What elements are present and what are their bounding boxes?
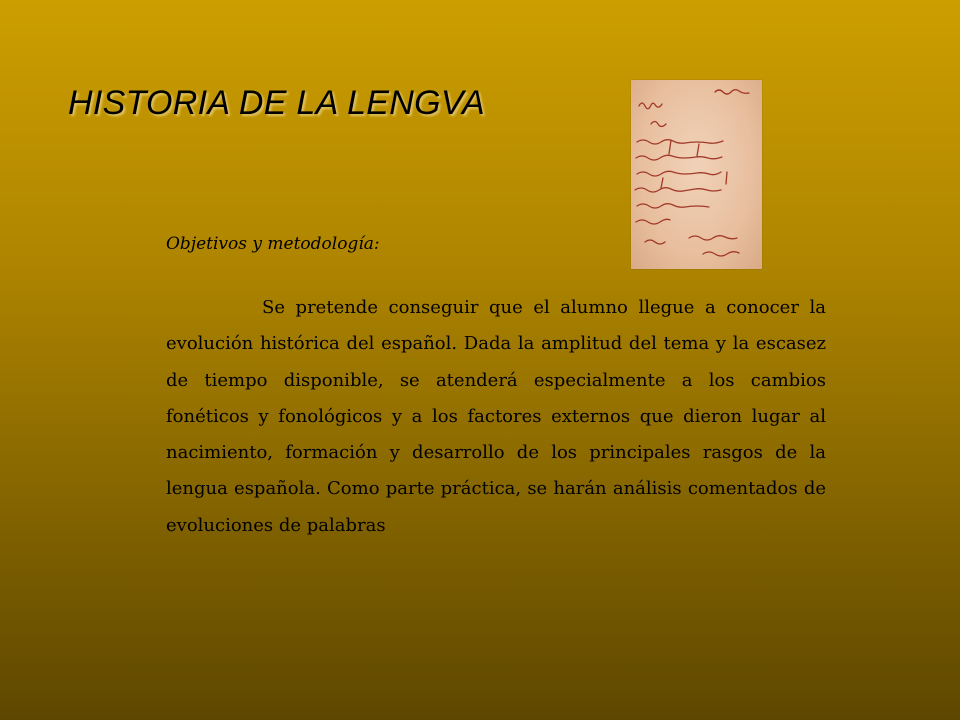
slide-title: HISTORIA DE LA LENGVA <box>68 84 485 122</box>
handwritten-manuscript-image <box>631 80 762 269</box>
body-paragraph: Se pretende conseguir que el alumno llegue a conocer la evolución histórica del español. Dada la amplitud del tema y la escasez de tiempo disponible, se atenderá especialmente a los cambios fonéticos y fonológicos y a los factores externos que dieron lugar al nacimiento, formación y desarrollo de los principales rasgos de la lengua española. Como parte práctica, se harán análisis comentados de evoluciones de palabras <box>166 297 826 536</box>
manuscript-scribbles <box>631 80 762 269</box>
section-subtitle: Objetivos y metodología: <box>166 234 380 254</box>
